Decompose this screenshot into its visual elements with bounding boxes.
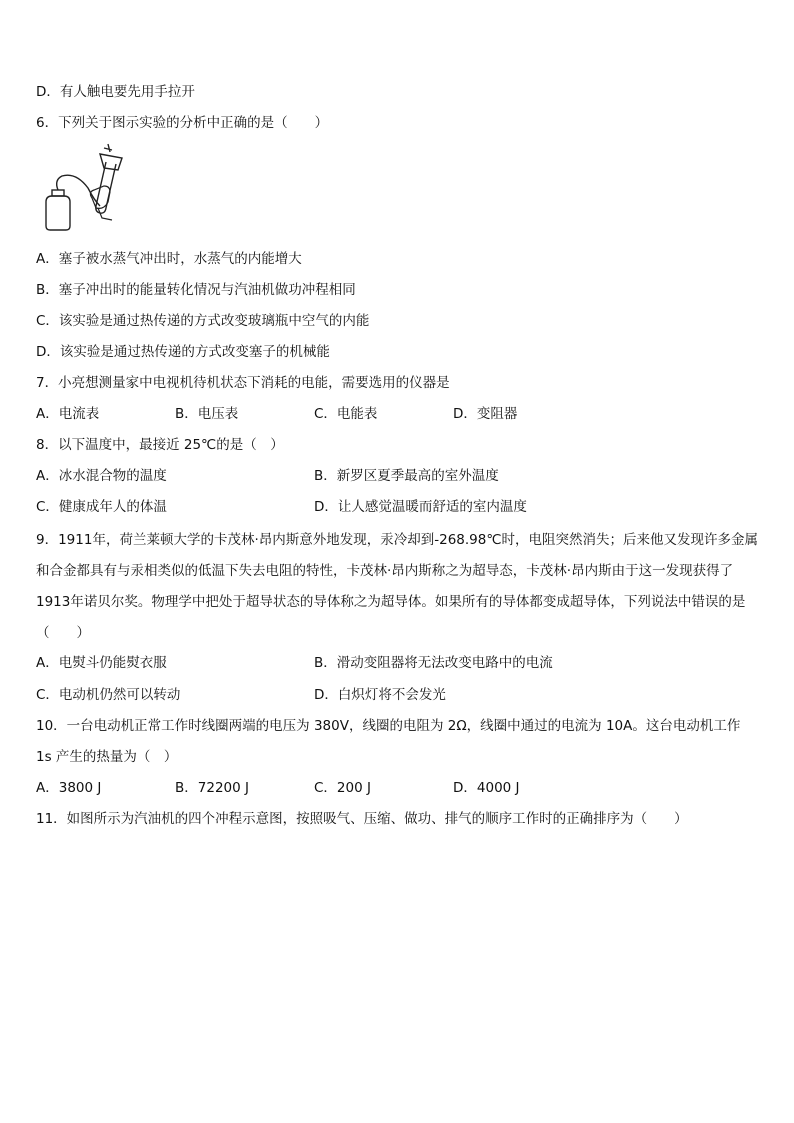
q9-option-c: C．电动机仍然可以转动 [36,687,181,703]
test-tube-icon [96,144,122,213]
q8-option-d: D．让人感觉温暖而舒适的室内温度 [314,499,527,515]
q9-option-d: D．白炽灯将不会发光 [314,687,446,703]
q7-stem: 7．小亮想测量家中电视机待机状态下消耗的电能，需要选用的仪器是 [36,375,450,391]
q8-option-b: B．新罗区夏季最高的室外温度 [314,468,499,484]
q6-option-a: A．塞子被水蒸气冲出时，水蒸气的内能增大 [36,251,302,267]
q10-stem: 10．一台电动机正常工作时线圈两端的电压为 380V，线圈的电阻为 2Ω，线圈中通过的电流为 10A。这台电动机工作 1s 产生的热量为（ ） [36,718,741,765]
q8-stem: 8．以下温度中，最接近 25℃的是（ ） [36,437,284,453]
q6-option-c: C．该实验是通过热传递的方式改变玻璃瓶中空气的内能 [36,313,370,329]
q7-option-c: C．电能表 [314,406,378,422]
q10-option-a: A．3800 J [36,780,102,796]
q8-option-c: C．健康成年人的体温 [36,499,167,515]
experiment-figure [38,140,128,232]
q10-option-d: D．4000 J [453,780,520,796]
q10-option-c: C．200 J [314,780,371,796]
q7-option-d: D．变阻器 [453,406,518,422]
q9-option-b: B．滑动变阻器将无法改变电路中的电流 [314,655,553,671]
bottle-icon [46,175,100,230]
q9-stem: 9．1911年，荷兰莱顿大学的卡茂林·昂内斯意外地发现，汞冷却到-268.98℃时，电阻突然消失；后来他又发现许多金属和合金都具有与汞相类似的低温下失去电阻的特性，卡茂林·昂内斯称之为超导态，卡茂林·昂内斯由于这一发现获得了1913年诺贝尔奖。物理学中把处于超导状态的导体称之为超导体。如果所有的导体都变成超导体，下列说法中错误的是（ ） [36,532,759,641]
q6-stem: 6．下列关于图示实验的分析中正确的是（ ） [36,115,329,131]
q8-option-a: A．冰水混合物的温度 [36,468,167,484]
q10-option-b: B．72200 J [175,780,249,796]
q11-stem: 11．如图所示为汽油机的四个冲程示意图，按照吸气、压缩、做功、排气的顺序工作时的正确排序为（ ） [36,811,688,827]
q7-option-a: A．电流表 [36,406,100,422]
q5-option-d: D．有人触电要先用手拉开 [36,84,195,100]
q6-option-b: B．塞子冲出时的能量转化情况与汽油机做功冲程相同 [36,282,356,298]
q6-option-d: D．该实验是通过热传递的方式改变塞子的机械能 [36,344,330,360]
q9-option-a: A．电熨斗仍能熨衣服 [36,655,167,671]
q7-option-b: B．电压表 [175,406,239,422]
hand-icon [90,186,112,220]
